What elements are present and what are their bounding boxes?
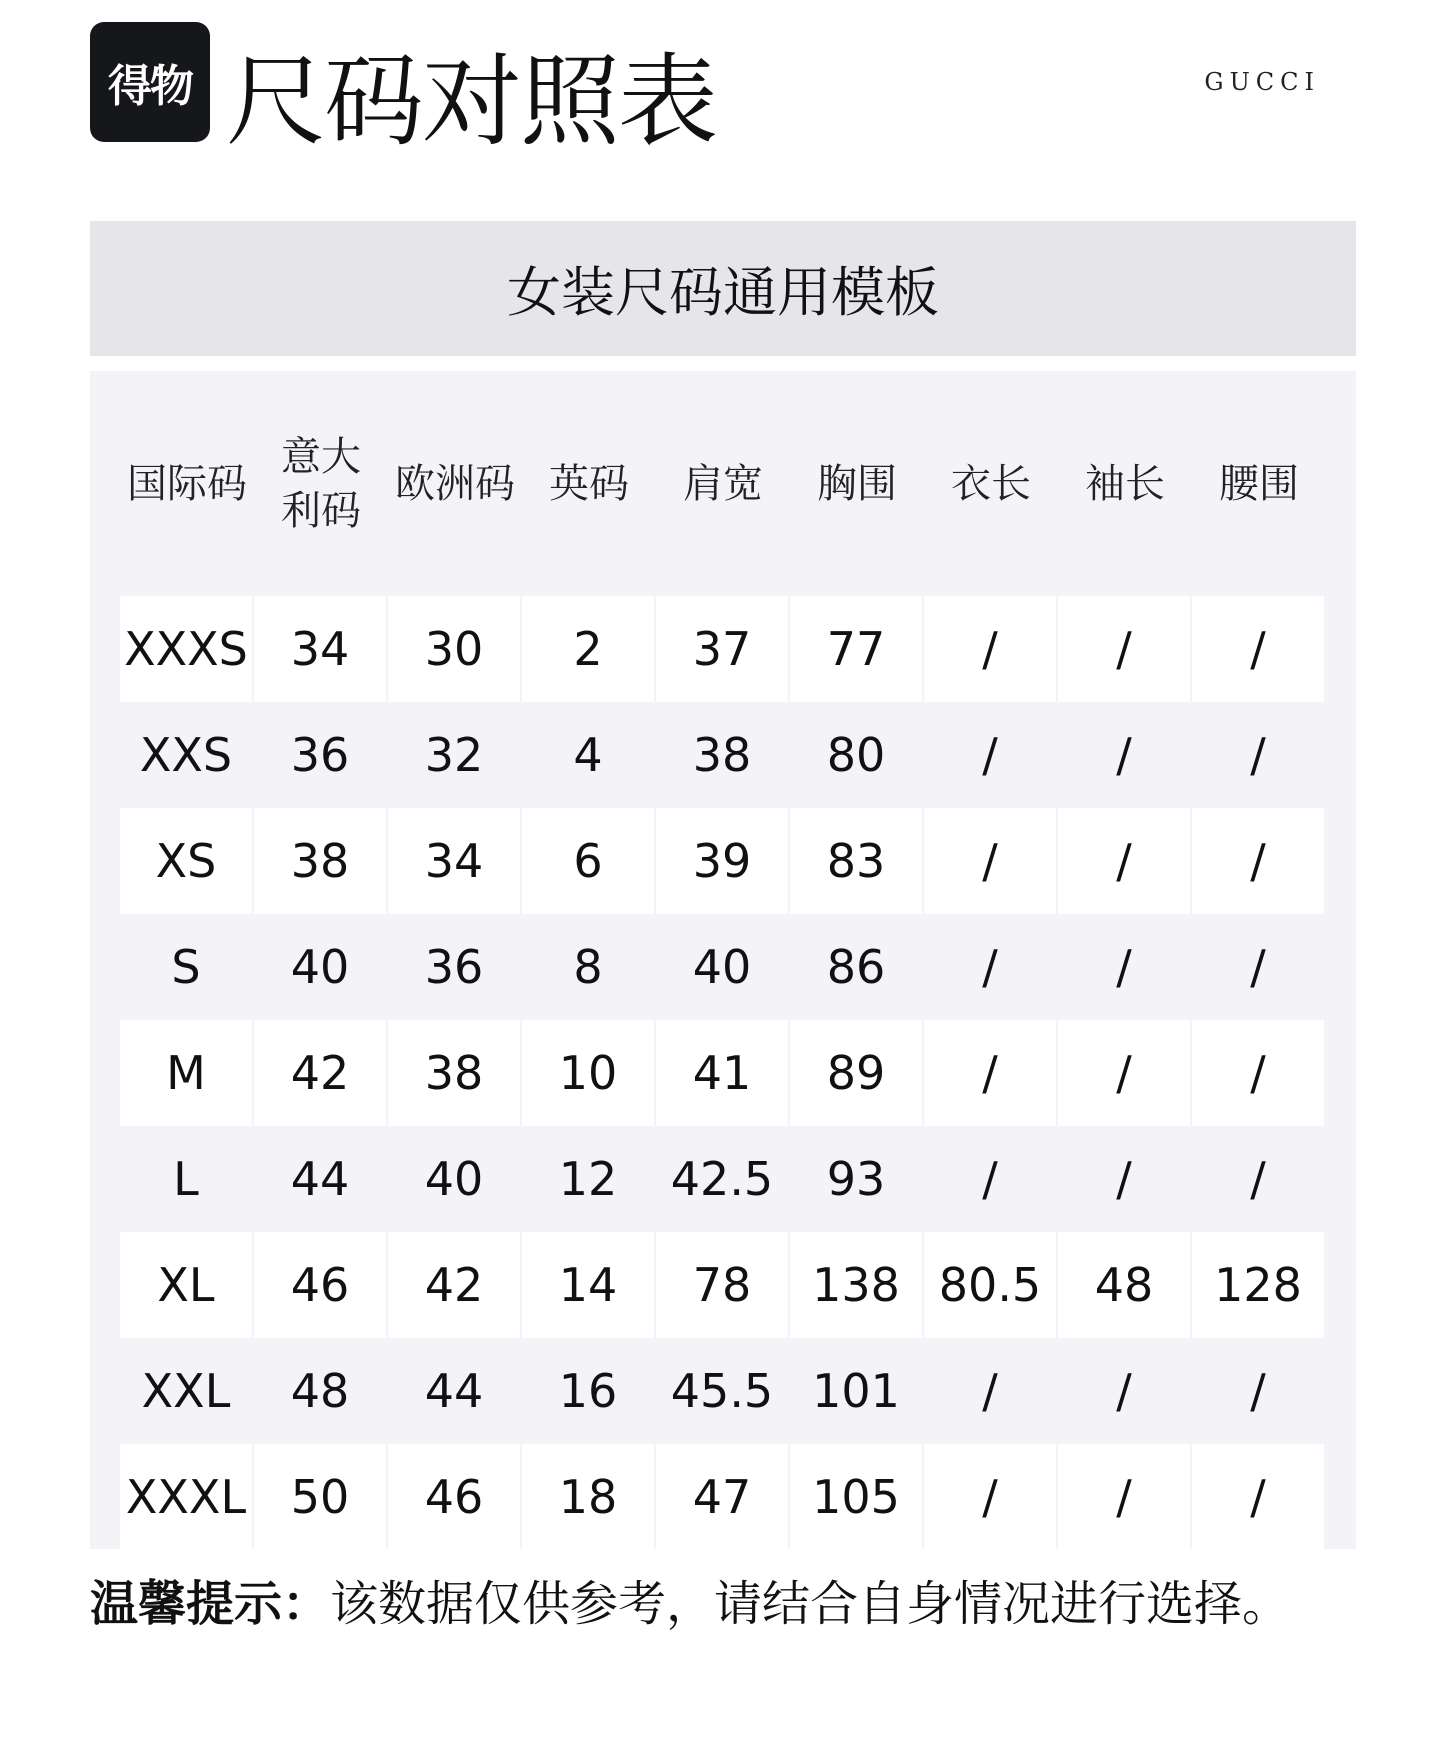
- table-cell: 30: [388, 596, 520, 702]
- table-cell: /: [982, 728, 998, 782]
- table-cell: 105: [790, 1444, 922, 1550]
- table-cell: 138: [790, 1232, 922, 1338]
- table-cell: XXXL: [120, 1444, 252, 1550]
- table-row: [120, 1020, 1326, 1126]
- table-cell: 78: [656, 1232, 788, 1338]
- template-banner: [90, 221, 1356, 356]
- table-cell: 8: [573, 940, 603, 994]
- column-header: 袖长: [1085, 460, 1165, 507]
- table-cell: 44: [424, 1364, 484, 1418]
- hint-label: 温馨提示：: [90, 1576, 331, 1632]
- table-cell: 46: [388, 1444, 520, 1550]
- page-title: 尺码对照表: [226, 43, 716, 160]
- table-cell: 80.5: [924, 1232, 1056, 1338]
- column-header: 腰围: [1219, 460, 1299, 507]
- table-cell: 36: [424, 940, 484, 994]
- table-cell: /: [1250, 728, 1266, 782]
- table-row: [120, 1126, 1326, 1232]
- table-cell: 42: [254, 1020, 386, 1126]
- table-cell: 93: [826, 1152, 886, 1206]
- table-cell: 83: [790, 808, 922, 914]
- table-cell: /: [1116, 940, 1132, 994]
- table-cell: /: [1192, 1020, 1324, 1126]
- table-cell: 42: [388, 1232, 520, 1338]
- table-row: [120, 1444, 1326, 1550]
- table-cell: /: [982, 1152, 998, 1206]
- table-cell: 34: [388, 808, 520, 914]
- column-header: 国际码: [127, 460, 247, 507]
- table-cell: /: [982, 940, 998, 994]
- app-logo: [90, 22, 210, 142]
- size-table: [90, 371, 1356, 1549]
- table-cell: 4: [573, 728, 603, 782]
- table-cell: 16: [558, 1364, 618, 1418]
- table-cell: 38: [254, 808, 386, 914]
- table-cell: /: [1116, 1152, 1132, 1206]
- table-body: [120, 596, 1326, 1550]
- table-cell: /: [1058, 1020, 1190, 1126]
- table-cell: 46: [254, 1232, 386, 1338]
- table-cell: /: [924, 1444, 1056, 1550]
- table-row: [120, 1338, 1326, 1444]
- column-header: 欧洲码: [395, 460, 515, 507]
- table-cell: 36: [290, 728, 350, 782]
- table-cell: 50: [254, 1444, 386, 1550]
- table-cell: 47: [656, 1444, 788, 1550]
- table-cell: XS: [120, 808, 252, 914]
- table-header-row: [120, 371, 1326, 596]
- table-cell: 32: [424, 728, 484, 782]
- table-cell: /: [1250, 940, 1266, 994]
- table-cell: 41: [656, 1020, 788, 1126]
- brand-name: GUCCI: [1204, 68, 1320, 96]
- table-cell: 42.5: [670, 1152, 774, 1206]
- table-cell: M: [120, 1020, 252, 1126]
- table-cell: 80: [826, 728, 886, 782]
- table-cell: 45.5: [670, 1364, 774, 1418]
- table-cell: /: [924, 808, 1056, 914]
- table-row: [120, 914, 1326, 1020]
- table-cell: /: [1058, 596, 1190, 702]
- table-cell: 34: [254, 596, 386, 702]
- table-cell: 40: [692, 940, 752, 994]
- table-cell: /: [982, 1364, 998, 1418]
- table-cell: 40: [290, 940, 350, 994]
- table-cell: 14: [522, 1232, 654, 1338]
- table-cell: 44: [290, 1152, 350, 1206]
- table-cell: 12: [558, 1152, 618, 1206]
- table-cell: /: [1250, 1364, 1266, 1418]
- table-cell: 38: [388, 1020, 520, 1126]
- hint-text: [90, 1565, 1290, 1634]
- table-cell: 48: [290, 1364, 350, 1418]
- table-cell: 48: [1058, 1232, 1190, 1338]
- table-row: [120, 702, 1326, 808]
- app-logo-text: 得物: [108, 61, 192, 112]
- table-cell: 101: [812, 1364, 900, 1418]
- table-cell: 86: [826, 940, 886, 994]
- table-cell: 18: [522, 1444, 654, 1550]
- table-cell: 128: [1192, 1232, 1324, 1338]
- table-cell: /: [1116, 1364, 1132, 1418]
- table-cell: /: [924, 596, 1056, 702]
- table-row: [120, 808, 1326, 914]
- table-cell: /: [1192, 596, 1324, 702]
- table-cell: /: [1116, 728, 1132, 782]
- table-cell: 37: [656, 596, 788, 702]
- table-cell: 77: [790, 596, 922, 702]
- table-row: [120, 596, 1326, 702]
- table-cell: XXS: [139, 728, 233, 782]
- table-cell: 38: [692, 728, 752, 782]
- table-cell: 39: [656, 808, 788, 914]
- column-header: 英码: [549, 460, 629, 507]
- table-cell: 40: [424, 1152, 484, 1206]
- table-cell: XL: [120, 1232, 252, 1338]
- table-cell: /: [924, 1020, 1056, 1126]
- table-cell: XXXS: [120, 596, 252, 702]
- table-cell: S: [171, 940, 201, 994]
- table-cell: 10: [522, 1020, 654, 1126]
- table-cell: XXL: [141, 1364, 231, 1418]
- column-header: 肩宽: [683, 460, 763, 507]
- table-cell: /: [1192, 1444, 1324, 1550]
- table-cell: 89: [790, 1020, 922, 1126]
- table-cell: /: [1250, 1152, 1266, 1206]
- hint-message: 该数据仅供参考，请结合自身情况进行选择。: [330, 1576, 1291, 1632]
- table-cell: /: [1192, 808, 1324, 914]
- table-cell: /: [1058, 808, 1190, 914]
- template-title: 女装尺码通用模板: [507, 261, 939, 324]
- table-cell: 6: [522, 808, 654, 914]
- table-row: [120, 1232, 1326, 1338]
- column-header: 衣长: [951, 460, 1031, 507]
- column-header: 胸围: [817, 460, 897, 507]
- table-cell: /: [1058, 1444, 1190, 1550]
- table-cell: L: [173, 1152, 199, 1206]
- column-header: 意大利码: [281, 433, 361, 534]
- table-cell: 2: [522, 596, 654, 702]
